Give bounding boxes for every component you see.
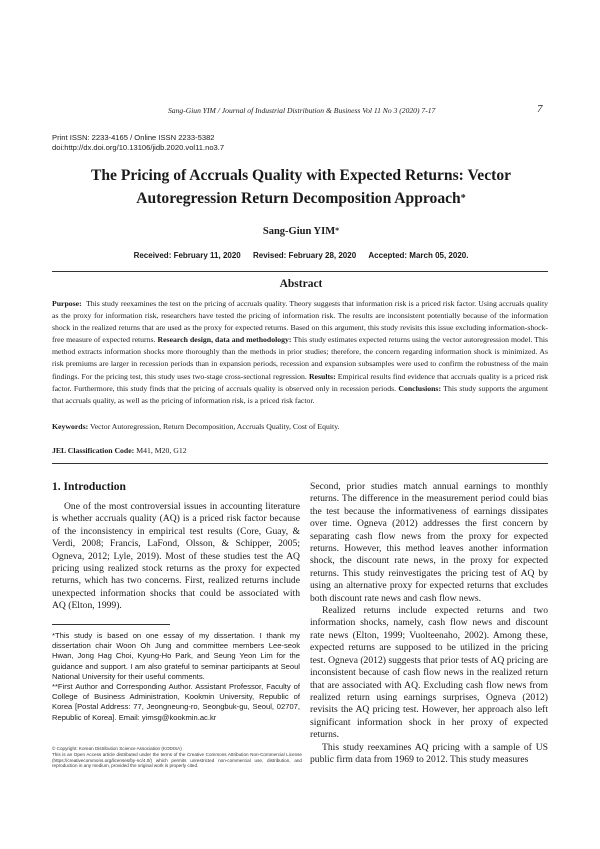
footnote-author: **First Author and Corresponding Author. Assistant Professor, Faculty of College of Business Administration, Kookmin University, Republic of Korea [Postal Address: 77, Jeongneung-ro, Seongbuk-gu, Seoul, 02707, Republic of Korea]. Email: yimsg@kookmin.ac.kr (52, 682, 300, 722)
revised-date: Revised: February 28, 2020 (252, 251, 357, 260)
paper-title (52, 164, 550, 210)
print-issn: Print ISSN: 2233-4165 / Online ISSN 2233-5382 (52, 133, 215, 142)
purpose-text: This study reexamines the test on the pricing of accruals quality. Theory suggests that information risk is a priced risk factor. Using accruals quality as the proxy for information risk, researchers have tested the pricing of information risk. The results are inconsistent potentially because of the information shock in the realized returns that are used as the proxy for expected returns. Based on this argument, this study revisits this issue excluding information-shock-free measure of expected returns. (52, 299, 548, 345)
copyright-line-1: © Copyright: Korean Distribution Science Association (KODISA) (52, 746, 182, 751)
copyright-line-2: This is an Open Access article distributed under the terms of the Creative Commons Attribution Non-Commercial License (https://creativecommons.org/licenses/by-nc/4.0/) which permits unrestricted non-commercial use, distribution, and reproduction in any medium, provided the original work is properly cited. (52, 751, 302, 769)
issn-block (52, 133, 224, 153)
abstract-body (52, 298, 548, 407)
title-line-2 (52, 187, 550, 210)
introduction-heading: 1. Introduction (52, 481, 126, 493)
purpose-label: Purpose: (52, 299, 82, 308)
page-number: 7 (537, 103, 543, 115)
author-name (52, 226, 550, 237)
received-date: Received: February 11, 2020 (133, 251, 241, 260)
right-column (310, 481, 548, 766)
running-head: Sang-Giun YIM / Journal of Industrial Distribution & Business Vol 11 No 3 (2020) 7-17 (168, 106, 436, 115)
author-text: Sang-Giun YIM (262, 226, 336, 237)
intro-paragraph-2: Second, prior studies match annual earnings to monthly returns. The difference in the measurement period could bias the test because the informativeness of earnings dissipates over time. Ogneva (2012) addresses the first concern by separating cash flow news from the proxy for expected returns. However, this method leaves another information shock, the discount rate news, in the proxy for expected returns. This study reinvestigates the pricing test of AQ by using an alternative proxy for expected returns that excludes both discount rate news and cash flow news. (310, 481, 548, 604)
keywords (52, 422, 548, 431)
accepted-date: Accepted: March 05, 2020. (368, 251, 469, 260)
conclusions-label: Conclusions: (398, 383, 442, 393)
title-line-2-text: Autoregression Return Decomposition Approach (136, 190, 461, 207)
results-label: Results: (308, 371, 336, 381)
copyright-notice (52, 746, 302, 769)
top-divider (52, 271, 548, 272)
jel-classification (52, 446, 548, 455)
title-line-1: The Pricing of Accruals Quality with Expected Returns: Vector (90, 167, 512, 184)
jel-label: JEL Classification Code: (52, 446, 135, 455)
footnote-divider (52, 624, 170, 625)
conclusions-text: This study supports the argument that accruals quality, as well as the pricing of information risk, is a priced risk factor. (52, 383, 549, 405)
jel-text: M41, M20, G12 (136, 446, 187, 455)
doi-link[interactable]: doi:http://dx.doi.org/10.13106/jidb.2020.vol11.no3.7 (52, 143, 225, 152)
design-label: Research design, data and methodology: (157, 335, 292, 345)
bottom-divider (52, 463, 548, 464)
results-text: Empirical results find evidence that accruals quality is a priced risk factor. Furthermore, this study finds that the pricing of accruals quality is observed only in recession periods. (52, 371, 549, 393)
intro-paragraph-3: Realized returns include expected returns and two information shocks, namely, cash flow news and discount rate news (Elton, 1999; Vuolteenaho, 2002). Among these, expected returns are supposed to be utilized in the pricing test. Ogneva (2012) suggests that prior tests of AQ pricing are inconsistent because of cash flow news in the realized return that are associated with AQ. Excluding cash flow news from realized return using earnings surprises, Ogneva (2012) revisits the AQ pricing test. However, her approach also left significant information shock in her proxy of expected returns. (310, 605, 548, 741)
design-text: This study estimates expected returns using the vector autoregression model. This method extracts information shocks more thoroughly than the methods in prior studies; therefore, the concern regarding information shock is minimized. As risk premiums are larger in recession periods than in expansion periods, recession and expansion subsamples were used to confirm the robustness of the main findings. For the pricing test, this study uses two-stage cross-sectional regression. (52, 335, 548, 381)
left-column (52, 481, 300, 613)
intro-paragraph-4: This study reexamines AQ pricing with a sample of US public firm data from 1969 to 2012. This study measures (310, 741, 548, 765)
keywords-text: Vector Autoregression, Return Decomposition, Accruals Quality, Cost of Equity. (89, 422, 340, 431)
article-dates (52, 251, 550, 260)
footnote-acknowledgment: *This study is based on one essay of my dissertation. I thank my dissertation chair Woon Oh Jung and committee members Lee-seok Hwan, Jong Hag Choi, Kyung-Ho Park, and Seung Yeon Lim for the guidance and support. I am also grateful to seminar participants at Seoul National University for their useful comments. (52, 631, 300, 681)
intro-paragraph-1: One of the most controversial issues in accounting literature is whether accruals quality (AQ) is a priced risk factor because of the inconsistency in empirical test results (Core, Guay, & Verdi, 2008; Francis, LaFond, Olsson, & Schipper, 2005; Ogneva, 2012; Lyle, 2019). Most of these studies test the AQ pricing using realized stock returns as the proxy for expected returns, which has two concerns. First, realized returns include unexpected information shocks that could be associated with AQ (Elton, 1999). (52, 501, 300, 612)
title-footnote-mark: * (460, 193, 466, 204)
keywords-label: Keywords: (52, 422, 89, 431)
abstract-heading: Abstract (279, 278, 323, 290)
author-footnote-mark: * (335, 226, 340, 235)
